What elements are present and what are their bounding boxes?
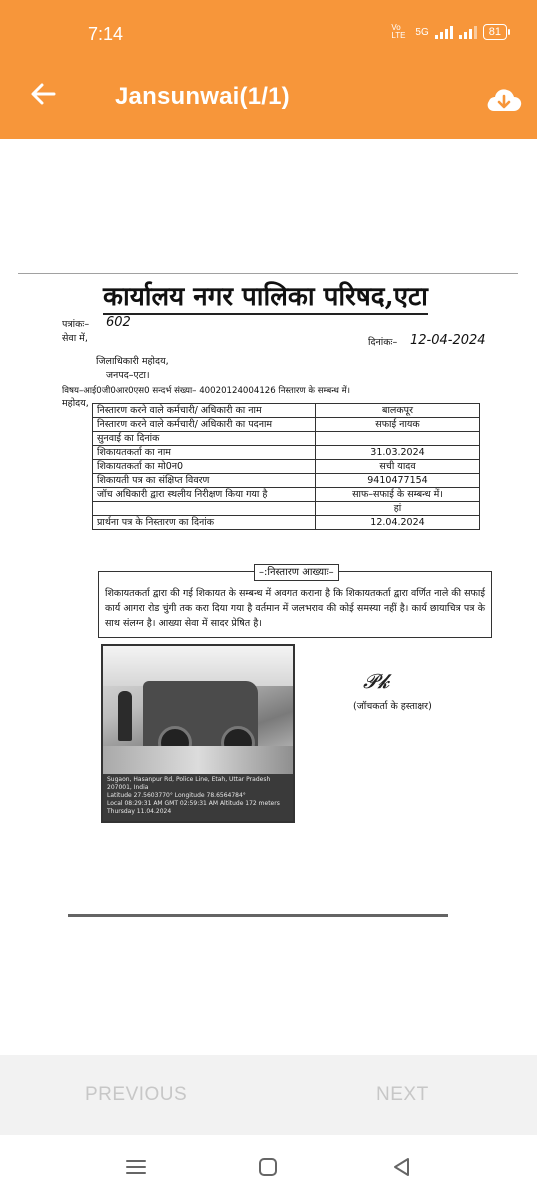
recents-icon[interactable] (124, 1155, 148, 1179)
recipient-line-1: जिलाधिकारी महोदय, (96, 356, 169, 367)
photo-sky (103, 646, 293, 686)
document-header: कार्यालय नगर पालिका परिषद,एटा (103, 277, 428, 315)
table-row (93, 418, 480, 432)
date-label: दिनांकः– (368, 337, 398, 348)
pager-bar (0, 1055, 537, 1135)
signal-icon-2 (459, 25, 477, 39)
previous-button[interactable]: PREVIOUS (85, 1084, 188, 1105)
table-label: निस्तारण करने वाले कर्मचारी/ अधिकारी का पदनाम (93, 418, 316, 432)
table-value: हां (316, 502, 480, 516)
battery-level: 81 (488, 26, 501, 38)
mahoday: महोदय, (62, 398, 89, 409)
document-edge (18, 273, 518, 274)
photo-caption-line: Local 08:29:31 AM GMT 02:59:31 AM Altitude 172 meters Thursday 11.04.2024 (107, 800, 280, 815)
table-value: बालकपूर (316, 404, 480, 418)
table-row (93, 488, 480, 502)
table-value: 12.04.2024 (316, 516, 480, 530)
table-value: साफ–सफाई के सम्बन्ध में। (316, 488, 480, 502)
photo-person (118, 691, 132, 741)
page-title: Jansunwai(1/1) (115, 83, 290, 110)
photo-caption-line: Latitude 27.5603770° Longitude 78.6564784° (107, 792, 246, 799)
document-edge (68, 914, 448, 917)
table-row (93, 474, 480, 488)
resolution-text: शिकायतकर्ता द्वारा की गई शिकायत के सम्बन्ध में अवगत कराना है कि शिकायतकर्ता द्वारा वर्णित नाले की सफाई कार्य आगरा रोड चुंगी तक करा दिया गया है वर्तमान में जलभराव की कोई समस्या नहीं है। कार्य छायाचित्र पत्र के साथ संलग्न है। आख्या सेवा में सादर प्रेषित है। (105, 588, 485, 629)
patrank-label: पत्रांकः– (62, 319, 90, 330)
table-label: शिकायतकर्ता का मो0न0 (93, 460, 316, 474)
back-arrow-icon[interactable] (28, 79, 58, 109)
table-label: निस्तारण करने वाले कर्मचारी/ अधिकारी का नाम (93, 404, 316, 418)
recipient-line-2: जनपद–एटा। (106, 370, 150, 381)
table-label (93, 502, 316, 516)
cloud-download-icon[interactable] (485, 85, 523, 115)
table-row (93, 516, 480, 530)
table-label: शिकायतकर्ता का नाम (93, 446, 316, 460)
signature-mark: 𝓟𝓴 (363, 669, 390, 693)
system-nav-bar (0, 1135, 537, 1200)
table-value (316, 432, 480, 446)
site-photo (101, 644, 295, 823)
next-button[interactable]: NEXT (376, 1084, 429, 1105)
table-value: सची यादव (316, 460, 480, 474)
table-value: 9410477154 (316, 474, 480, 488)
status-time: 7:14 (88, 24, 124, 44)
volte-indicator: Vo LTE (391, 23, 406, 40)
table-label: जॉच अधिकारी द्वारा स्थलीय निरीक्षण किया गया है (93, 488, 316, 502)
subject-line: विषय–आई0जी0आर0एस0 सन्दर्भ संख्या– 40020124004126 निस्तारण के सम्बन्ध में। (62, 386, 351, 396)
table-row (93, 432, 480, 446)
photo-caption (103, 774, 293, 821)
signal-icon (435, 25, 453, 39)
table-label: सुनवाई का दिनांक (93, 432, 316, 446)
table-row (93, 460, 480, 474)
table-row (93, 404, 480, 418)
date-value: 12-04-2024 (410, 333, 486, 348)
status-icons (391, 24, 507, 40)
scanned-document (18, 269, 518, 919)
table-label: प्रार्थना पत्र के निस्तारण का दिनांक (93, 516, 316, 530)
home-icon[interactable] (256, 1155, 280, 1179)
status-bar (0, 0, 537, 55)
back-triangle-icon[interactable] (390, 1155, 414, 1179)
table-value: सफाई नायक (316, 418, 480, 432)
document-viewer[interactable] (0, 139, 537, 1055)
battery-icon (483, 24, 507, 40)
network-type: 5G (415, 26, 429, 38)
table-row (93, 502, 480, 516)
patrank-value: 602 (106, 315, 131, 330)
resolution-box (98, 567, 492, 638)
table-row (93, 446, 480, 460)
signature-label: (जॉचकर्ता के हस्ताक्षर) (353, 701, 432, 712)
table-label: शिकायती पत्र का संक्षिप्त विवरण (93, 474, 316, 488)
photo-caption-line: Sugaon, Hasanpur Rd, Police Line, Etah, Uttar Pradesh 207001, India (107, 776, 271, 791)
table-value: 31.03.2024 (316, 446, 480, 460)
photo-ground (103, 746, 293, 776)
resolution-title: –:निस्तारण आख्याः– (254, 564, 339, 581)
details-table (92, 403, 480, 530)
app-bar (0, 55, 537, 139)
seva-mein: सेवा में, (62, 333, 88, 344)
